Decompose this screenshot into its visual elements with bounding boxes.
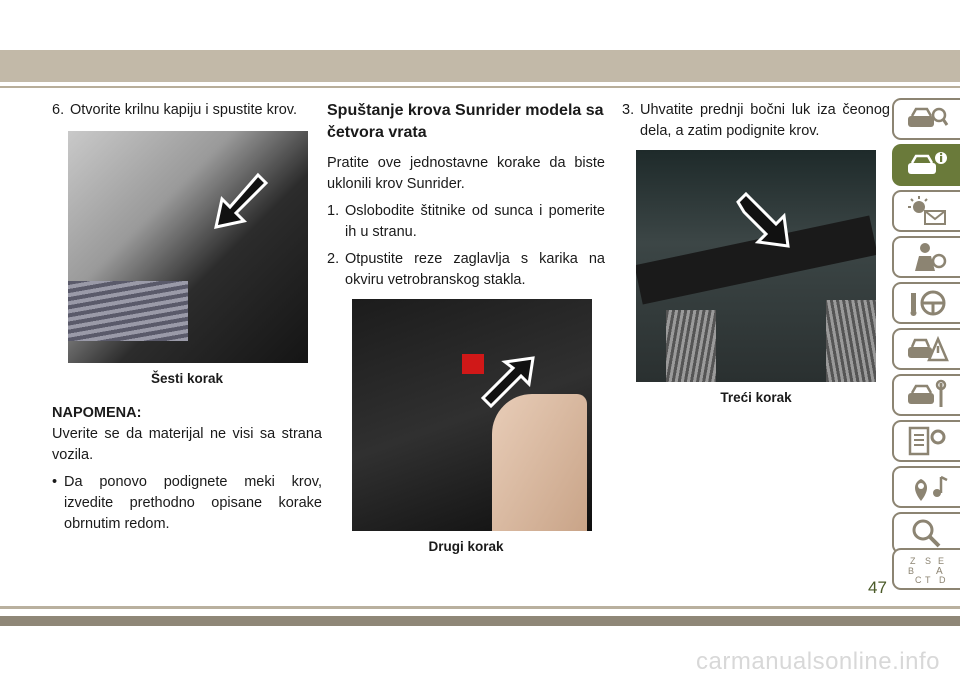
- search-icon: [905, 517, 949, 549]
- note-text: Uverite se da materijal ne visi sa strana vozila.: [52, 425, 322, 463]
- step-6-photo: [68, 131, 308, 363]
- step-number: 6.: [52, 102, 65, 118]
- chapter-tab-maintenance[interactable]: [892, 374, 960, 416]
- chapter-tab-warning-lights[interactable]: [892, 190, 960, 232]
- arrow-icon: [736, 190, 796, 250]
- bullet-text: Da ponovo podignete meki krov, izvedite prethodno opisane korake obrnutim redom.: [64, 473, 322, 532]
- chapter-tab-driving[interactable]: [892, 282, 960, 324]
- section-heading: Spuštanje krova Sunrider modela sa četvora vrata: [327, 102, 604, 141]
- step-number: 3.: [622, 102, 635, 118]
- car-warning-triangle-icon: [905, 333, 949, 365]
- step-6: [52, 100, 322, 121]
- chapter-tab-car-magnifier[interactable]: [892, 98, 960, 140]
- note-title: NAPOMENA:: [52, 404, 142, 421]
- index-letter: E: [938, 556, 945, 566]
- watermark: carmanualsonline.info: [696, 648, 940, 675]
- left-arm: [666, 310, 716, 382]
- bullet-item: [52, 472, 322, 535]
- step-2: [327, 249, 605, 291]
- index-letter: D: [939, 575, 946, 585]
- warning-light-envelope-icon: [905, 195, 949, 227]
- car-magnifier-icon: [905, 103, 949, 135]
- step-number: 1.: [327, 203, 340, 220]
- step-text: Otpustite reze zaglavlja s karika na okviru vetrobranskog stakla.: [345, 251, 605, 289]
- steering-wheel-icon: [905, 287, 949, 319]
- figure-caption: Drugi korak: [428, 539, 504, 555]
- right-arm: [826, 300, 876, 382]
- page-number: 47: [868, 578, 887, 597]
- hand: [492, 394, 587, 531]
- arm-sleeve: [68, 281, 188, 341]
- specs-gear-icon: [905, 425, 949, 457]
- column-left: [52, 100, 322, 535]
- chapter-tab-multimedia[interactable]: [892, 466, 960, 508]
- step-text: Otvorite krilnu kapiju i spustite krov.: [70, 102, 297, 118]
- header-rule: [0, 86, 960, 88]
- chapter-tab-emergency[interactable]: [892, 328, 960, 370]
- index-letter: S: [925, 556, 932, 566]
- chapter-tab-car-info[interactable]: [892, 144, 960, 186]
- alphabet-index-icon: [905, 553, 949, 585]
- chapter-tab-safety[interactable]: [892, 236, 960, 278]
- step-3: [622, 100, 890, 142]
- index-letter: C: [915, 575, 922, 585]
- arrow-icon: [208, 171, 268, 231]
- footer-rule: [0, 606, 960, 609]
- index-letter: T: [925, 575, 931, 585]
- chapter-tab-index[interactable]: [892, 548, 960, 590]
- footer-band: [0, 616, 960, 626]
- airbag-person-icon: [905, 241, 949, 273]
- bullet-dot: •: [52, 473, 58, 490]
- figure-caption: Šesti korak: [150, 371, 224, 387]
- chapter-tab-specifications[interactable]: [892, 420, 960, 462]
- index-letter: B: [908, 566, 915, 576]
- index-letter: A: [936, 566, 943, 577]
- index-letter: Z: [910, 556, 916, 566]
- car-wrench-icon: [905, 379, 949, 411]
- header-band: [0, 50, 960, 82]
- column-middle: [327, 100, 605, 571]
- step-1: [327, 201, 605, 243]
- car-info-icon: [905, 149, 949, 181]
- step-text: Uhvatite prednji bočni luk iza čeonog dela, a zatim podignite krov.: [640, 102, 890, 140]
- step-3-photo: [636, 150, 876, 382]
- intro-text: Pratite ove jednostavne korake da biste uklonili krov Sunrider.: [327, 155, 605, 193]
- step-number: 2.: [327, 251, 340, 268]
- figure-caption: Treći korak: [720, 390, 792, 406]
- column-right: [622, 100, 890, 422]
- step-text: Oslobodite štitnike od sunca i pomerite ih u stranu.: [345, 203, 605, 241]
- multimedia-icon: [905, 471, 949, 503]
- step-2-photo: [352, 299, 592, 531]
